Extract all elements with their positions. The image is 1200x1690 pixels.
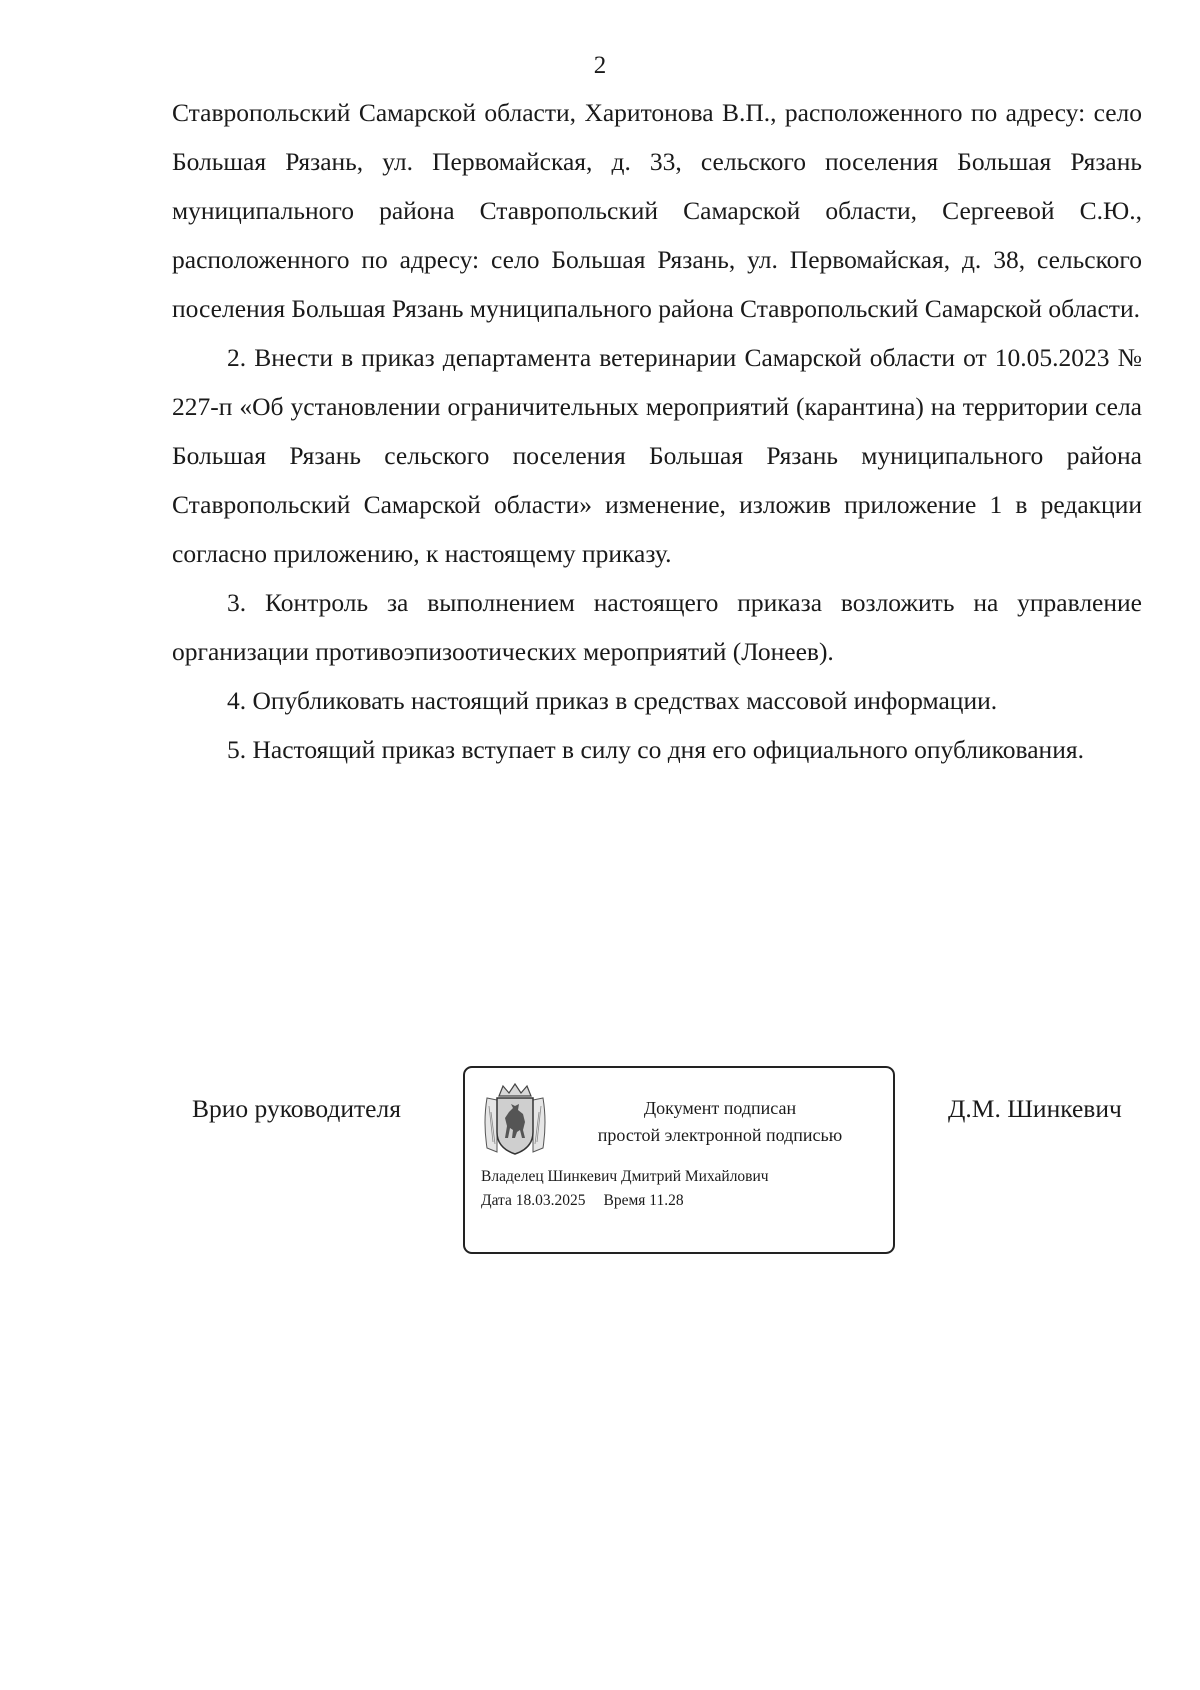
stamp-owner: Владелец Шинкевич Дмитрий Михайлович <box>481 1168 769 1185</box>
signer-name: Д.М. Шинкевич <box>948 1094 1122 1123</box>
paragraph-continuation: Ставропольский Самарской области, Харитонова В.П., расположенного по адресу: село Большая Рязань, ул. Первомайская, д. 33, сельского поселения Большая Рязань муниципального района Ставропольский Самарской области, Сергеевой С.Ю., расположенного по адресу: село Большая Рязань, ул. Первомайская, д. 38, сельского поселения Большая Рязань муниципального района Ставропольский Самарской области. <box>172 98 1142 323</box>
paragraph-item-3: 3. Контроль за выполнением настоящего приказа возложить на управление организации противоэпизоотических мероприятий (Лонеев). <box>172 588 1142 666</box>
paragraph-item-2: 2. Внести в приказ департамента ветеринарии Самарской области от 10.05.2023 № 227-п «Об установлении ограничительных мероприятий (карантина) на территории села Большая Рязань сельского поселения Большая Рязань муниципального района Ставропольский Самарской области» изменение, изложив приложение 1 в редакции согласно приложению, к настоящему приказу. <box>172 343 1142 568</box>
samara-coat-of-arms-icon <box>481 1082 549 1158</box>
paragraph-item-5: 5. Настоящий приказ вступает в силу со дня его официального опубликования. <box>227 735 1084 764</box>
stamp-date: Дата 18.03.2025 <box>481 1192 586 1209</box>
stamp-time: Время 11.28 <box>603 1192 684 1209</box>
page-number: 2 <box>593 52 607 79</box>
electronic-signature-stamp <box>463 1066 895 1254</box>
document-body <box>172 88 1142 774</box>
signer-title: Врио руководителя <box>192 1094 401 1123</box>
stamp-heading: Документ подписан <box>643 1098 797 1118</box>
stamp-subheading: простой электронной подписью <box>597 1125 843 1145</box>
stamp-datetime <box>481 1192 684 1210</box>
paragraph-item-4: 4. Опубликовать настоящий приказ в средствах массовой информации. <box>227 686 998 715</box>
